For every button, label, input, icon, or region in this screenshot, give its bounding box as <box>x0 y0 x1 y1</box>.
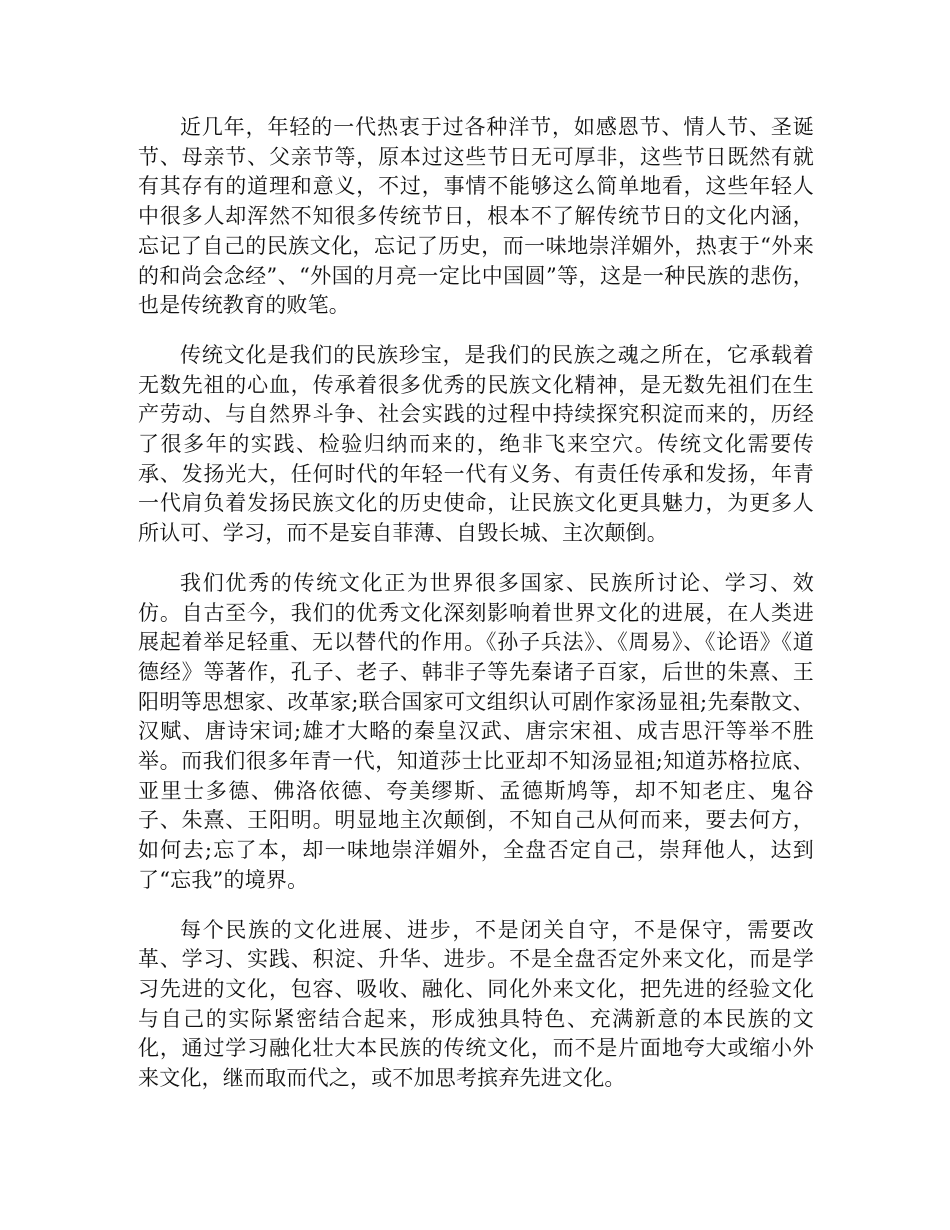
document-body <box>138 113 814 1114</box>
paragraph-1: 近几年，年轻的一代热衷于过各种洋节，如感恩节、情人节、圣诞节、母亲节、父亲节等，原本过这些节日无可厚非，这些节日既然有就有其存有的道理和意义，不过，事情不能够这么简单地看，这些年轻人中很多人却浑然不知很多传统节日，根本不了解传统节日的文化内涵，忘记了自己的民族文化，忘记了历史，而一味地崇洋媚外，热衷于“外来的和尚会念经”、“外国的月亮一定比中国圆”等，这是一种民族的悲伤，也是传统教育的败笔。 <box>138 115 814 318</box>
paragraph-3: 我们优秀的传统文化正为世界很多国家、民族所讨论、学习、效仿。自古至今，我们的优秀文化深刻影响着世界文化的进展，在人类进展起着举足轻重、无以替代的作用。《孙子兵法》、《周易》、《论语》《道德经》等著作，孔子、老子、韩非子等先秦诸子百家，后世的朱熹、王阳明等思想家、改革家;联合国家可文组织认可剧作家汤显祖;先秦散文、汉赋、唐诗宋词;雄才大略的秦皇汉武、唐宗宋祖、成吉思汗等举不胜举。而我们很多年青一代，知道莎士比亚却不知汤显祖;知道苏格拉底、亚里士多德、佛洛依德、夸美缪斯、孟德斯鸠等，却不知老庄、鬼谷子、朱熹、王阳明。明显地主次颠倒，不知自己从何而来，要去何方，如何去;忘了本，却一味地崇洋媚外，全盘否定自己，崇拜他人，达到了“忘我”的境界。 <box>138 570 814 892</box>
paragraph-2: 传统文化是我们的民族珍宝，是我们的民族之魂之所在，它承载着无数先祖的心血，传承着很多优秀的民族文化精神，是无数先祖们在生产劳动、与自然界斗争、社会实践的过程中持续探究积淀而来的，历经了很多年的实践、检验归纳而来的，绝非飞来空穴。传统文化需要传承、发扬光大，任何时代的年轻一代有义务、有责任传承和发扬，年青一代肩负着发扬民族文化的历史使命，让民族文化更具魅力，为更多人所认可、学习，而不是妄自菲薄、自毁长城、主次颠倒。 <box>138 342 814 546</box>
paragraph-4: 每个民族的文化进展、进步，不是闭关自守，不是保守，需要改革、学习、实践、积淀、升华、进步。不是全盘否定外来文化，而是学习先进的文化，包容、吸收、融化、同化外来文化，把先进的经验文化与自己的实际紧密结合起来，形成独具特色、充满新意的本民族的文化，通过学习融化壮大本民族的传统文化，而不是片面地夸大或缩小外来文化，继而取而代之，或不加思考摈弃先进文化。 <box>138 917 814 1091</box>
